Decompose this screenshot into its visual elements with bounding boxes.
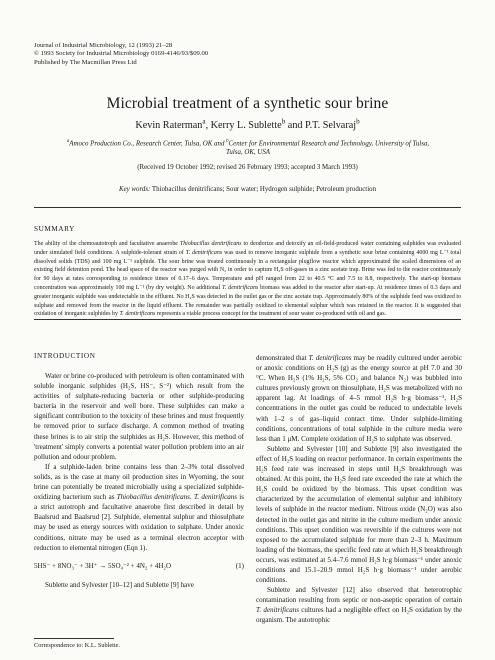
keywords-label: Key words:	[118, 186, 151, 193]
author-list	[0, 118, 495, 131]
right-paragraph-2: Sublette and Sylvester [10] and Sublette [9] also investigated the effect of H₂S loading on reactor performance. In certain experiments the H₂S feed rate was increased in steps until H₂S breakthrough was obtained. At this point, the H₂S feed rate exceeded the rate at which the H₂S could be oxidized by the biomass. This upset condition was characterized by the accumulation of elemental sulphur and inhibitory levels of sulphide in the reactor medium. Nitrous oxide (N₂O) was also detected in the outlet gas and nitrite in the culture medium under anoxic conditions. This upset condition was reversible if the cultures were not exposed to the accumulated sulphide for more than 2–3 h. Maximum loading of the biomass, the specific feed rate at which H₂S breakthrough occurs, was estimated at 5.4–7.6 mmol H₂S h·g biomass⁻¹ under anoxic conditions and 15.1–20.9 mmol H₂S h·g biomass⁻¹ under aerobic conditions.	[256, 444, 462, 585]
journal-citation: Journal of Industrial Microbiology, 12 (1993) 21–28	[34, 42, 173, 49]
summary-heading: SUMMARY	[34, 225, 75, 233]
left-column	[34, 371, 244, 590]
intro-paragraph-3: Sublette and Sylvester [10–12] and Sublette [9] have	[45, 580, 194, 589]
introduction-heading: INTRODUCTION	[34, 352, 96, 360]
journal-copyright: © 1993 Society for Industrial Microbiology 0169-4146/93/$09.00	[34, 50, 209, 58]
journal-publisher: Published by The Macmillan Press Ltd	[34, 58, 137, 66]
summary-bottom-rule	[34, 319, 461, 320]
intro-paragraph-1: Water or brine co-produced with petroleum is often contaminated with soluble inorganic sulphides (H₂S, HS⁻, S⁻²) which result from the activities of sulphate-reducing bacteria or other sulphide-producing bacteria in the reservoir and well bore. These sulphides can make a significant contribution to the toxicity of these brines and must frequently be removed prior to surface discharge. A common method of treating these brines is to air strip the sulphides as H₂S. However, this method of 'treatment' simply converts a potential water pollution problem into an air pollution and odour problem.	[34, 372, 244, 461]
keywords	[0, 186, 495, 193]
right-paragraph-1: demonstrated that T. denitrificans may be readily cultured under aerobic or anoxic conditions on H₂S (g) as the energy source at pH 7.0 and 30 °C. When H₂S (1% H₂S, 5% CO₂ and balance N₂) was bubbled into cultures previously grown on thiosulphate, H₂S was metabolized with no apparent lag. At loadings of 4–5 mmol H₂S h·g biomass⁻¹, H₂S concentrations in the outlet gas could be reduced to undectable levels with 1–2 s of gas–liquid contact time. Under sulphide-limiting conditions, concentrations of total sulphide in the culture media were less than 1 μM. Complete oxidation of H₂S to sulphate was observed.	[256, 354, 462, 443]
summary-text: The ability of the chemoautotroph and facultative anaerobe Thiobacillus denitrificans to deodorize and detoxify an oil-field-produced water containing sulphides was evaluated under simulated field conditions. A sulphide-tolerant strain of T. denitrificans was used to remove inorganic sulphide from a synthetic sour brine containing 4000 mg L⁻¹ total dissolved solids (TDS) and 100 mg L⁻¹ sulphide. The sour brine was treated continuously in a rectangular plugflow reactor which approximated the scaled dimensions of an existing field detention pond. The head space of the reactor was purged with N₂ in order to capture H₂S off-gases in a zinc acetate trap. Brine was fed to the reactor continuously for 90 days at rates corresponding to residence times of 0.17–6 days. Temperature and pH ranged from 22 to 40.5 °C and 7.5 to 8.8, respectively. The start-up biomass concentration was approximately 100 mg L⁻¹ (by dry weight). No additional T. denitrificans biomass was added to the reactor after start-up. At residence times of 0.3 days and greater inorganic sulphide was undetectable in the effluent. No H₂S was detected in the outlet gas or the zinc acetate trap. Approximately 80% of the sulphide feed was oxidized to sulphate and removed from the reactor in the liquid effluent. The remainder was partially oxidized to elemental sulphur which was retained in the reactor. It is suggested that oxidation of inorganic sulphides by T. denitrificans represents a viable process concept for the treatment of sour water co-produced with oil and gas.	[34, 241, 461, 318]
equation-1	[34, 561, 244, 572]
correspondence-footnote: Correspondence to: K.L. Sublette.	[34, 642, 121, 649]
article-title: Microbial treatment of a synthetic sour brine	[106, 95, 389, 112]
summary-top-rule	[34, 207, 461, 208]
intro-paragraph-2: If a sulphide-laden brine contains less than 2–3% total dissolved solids, as is the case at many oil production sites in Wyoming, the sour brine can potentially be treated microbially using a specialized sulphide-oxidizing bacterium such as Thiobacillus denitrificans. T. denitrificans is a strict autotroph and facultative anaerobe first described in detail by Baalsrud and Baalsrud [2]. Sulphide, elemental sulphur and thiosulphate may be used as energy sources with oxidation to sulphate. Under anoxic conditions, nitrate may be used as a terminal electron acceptor with reduction to elemental nitrogen (Eqn 1).	[34, 462, 245, 552]
affiliation-line-1: $^a$Amoco Production Co., Research Center, Tulsa, OK and $^b$Center for Environmental Research and Technology, University of Tulsa,	[66, 139, 430, 148]
keywords-text: Thiobacillus denitrificans; Sour water; Hydrogen sulphide; Petroleum production	[151, 186, 377, 193]
affiliations	[38, 137, 458, 157]
affiliation-line-2: Tulsa, OK, USA	[225, 149, 271, 157]
author-names: Kevin Raterman$^a$, Kerry L. Sublette$^b$ and P.T. Selvaraj$^b$	[135, 118, 360, 132]
received-dates: (Received 19 October 1992; revised 26 February 1993; accepted 3 March 1993)	[137, 164, 358, 171]
journal-header	[34, 42, 334, 67]
equation-number: (1)	[235, 561, 244, 570]
right-column	[256, 353, 462, 626]
footnote-rule	[34, 638, 114, 639]
equation-text: 5HS⁻ + 8NO₃⁻ + 3H⁺ → 5SO₄⁻² + 4N₂ + 4H₂O	[34, 561, 172, 570]
right-paragraph-3: Sublette and Sylvester [12] also observed that heterotrophic contamination resulting from septic or non-aseptic operation of certain T. denitrificans cultures had a negligible effect on H₂S oxidation by the organism. The autotrophic	[256, 586, 462, 625]
